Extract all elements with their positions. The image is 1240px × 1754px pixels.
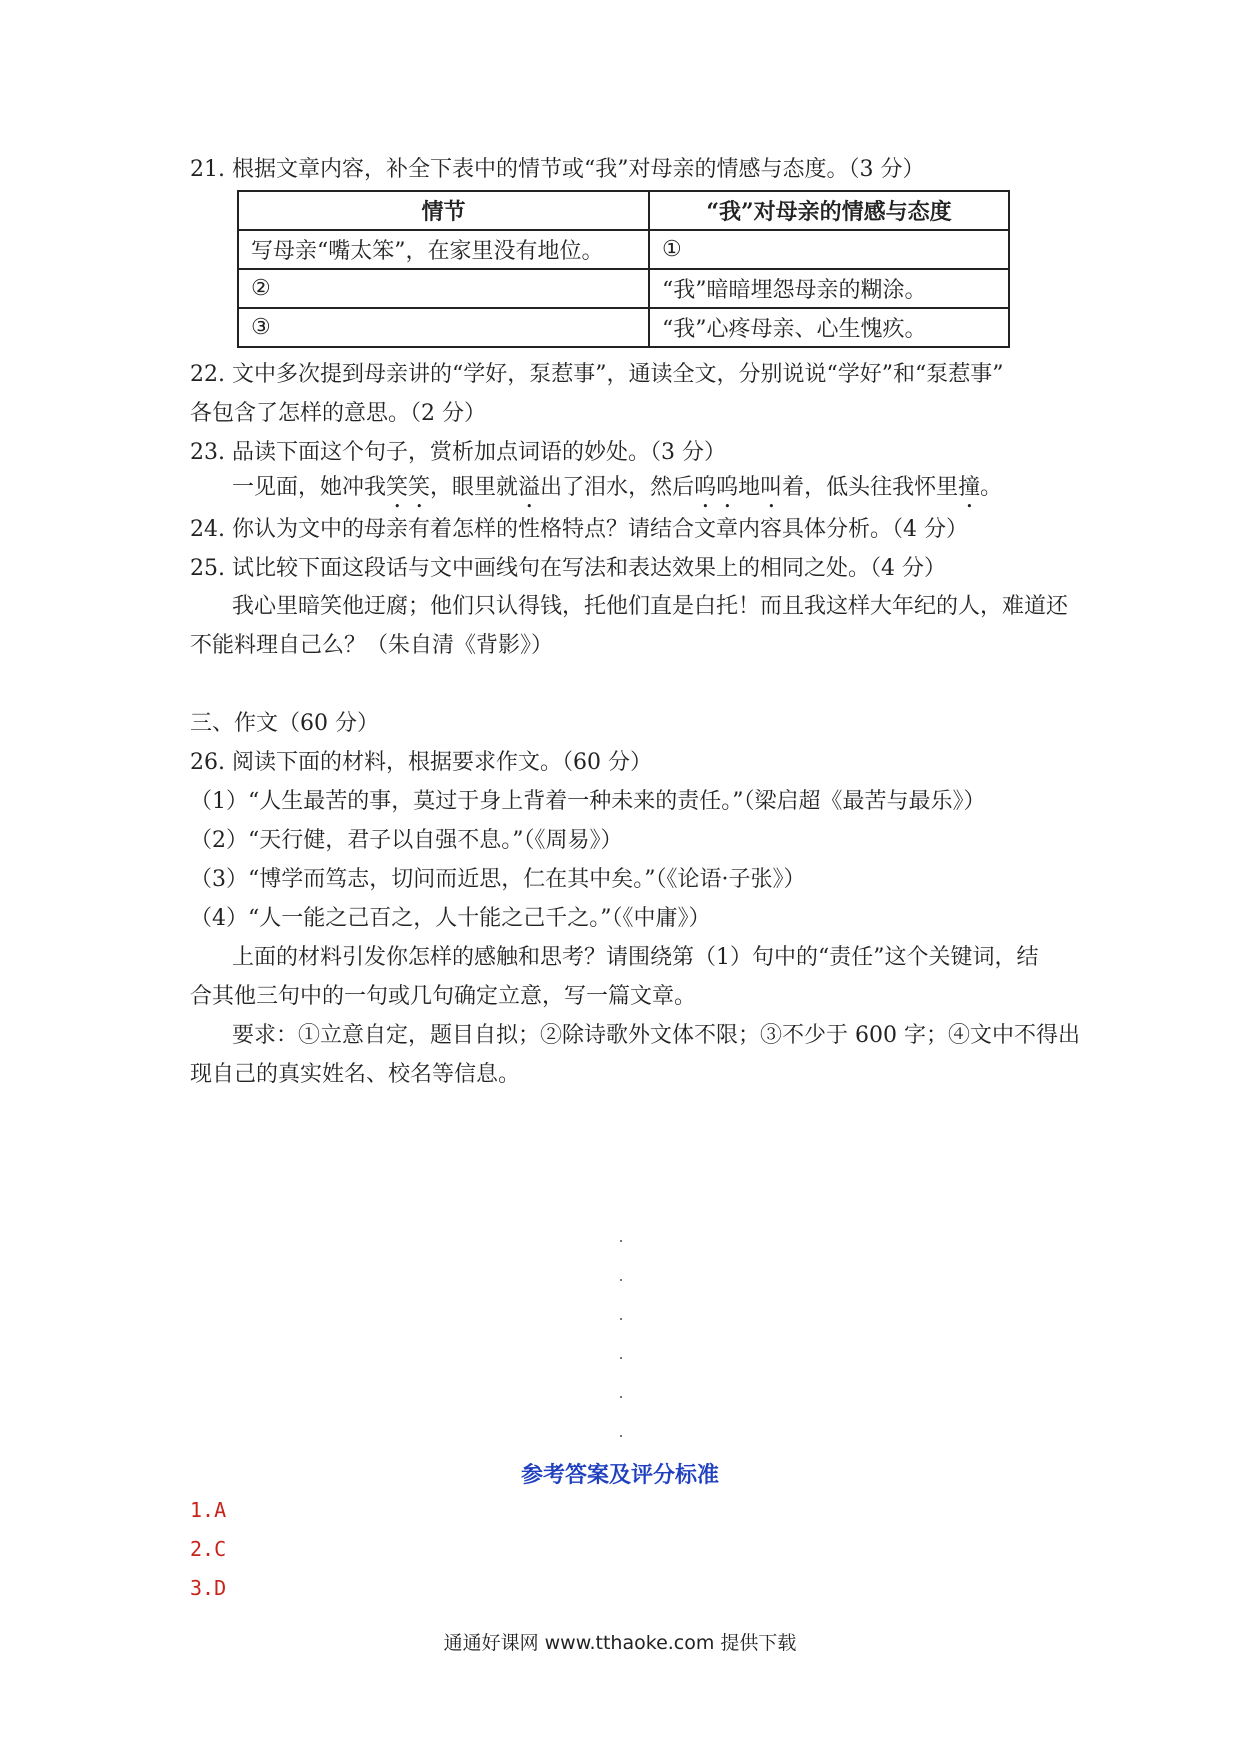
emphasized-word: 撞 <box>958 475 981 500</box>
table-header-emotion: “我”对母亲的情感与态度 <box>649 191 1009 230</box>
table-row <box>238 269 1009 308</box>
page-footer: 通通好课网 www.tthaoke.com 提供下载 <box>443 1632 797 1654</box>
table-cell: ① <box>649 230 1009 269</box>
sentence-text: 一见面，她冲我 <box>232 475 387 500</box>
dot <box>620 1435 622 1437</box>
answer-item: 1.A <box>190 1498 227 1522</box>
essay-requirements-line2: 现自己的真实姓名、校名等信息。 <box>190 1062 521 1087</box>
question-25: 25. 试比较下面这段话与文中画线句在写法和表达效果上的相同之处。（4 分） <box>190 556 946 581</box>
material-2: （2）“天行健，君子以自强不息。”（《周易》） <box>190 828 623 853</box>
emphasized-word: 呜呜 <box>694 475 739 500</box>
section-3-title: 三、作文（60 分） <box>190 711 379 736</box>
emphasized-word: 笑笑 <box>386 475 431 500</box>
table-cell: 写母亲“嘴太笨”，在家里没有地位。 <box>238 230 649 269</box>
dot <box>620 1318 622 1320</box>
dot <box>620 1279 622 1281</box>
decorative-dots <box>620 1240 626 1474</box>
question-26: 26. 阅读下面的材料，根据要求作文。（60 分） <box>190 750 652 775</box>
material-1: （1）“人生最苦的事，莫过于身上背着一种未来的责任。”（梁启超《最苦与最乐》） <box>190 789 986 814</box>
essay-prompt-line1: 上面的材料引发你怎样的感触和思考？请围绕第（1）句中的“责任”这个关键词，结 <box>232 945 1039 970</box>
question-23-sentence <box>232 473 1070 513</box>
table-cell: “我”心疼母亲、心生愧疚。 <box>649 308 1009 347</box>
answer-item: 2.C <box>190 1537 227 1561</box>
question-23: 23. 品读下面这个句子，赏析加点词语的妙处。（3 分） <box>190 440 726 465</box>
question-25-quote-line1: 我心里暗笑他迂腐；他们只认得钱，托他们直是白托！而且我这样大年纪的人，难道还 <box>232 594 1069 619</box>
material-4: （4）“人一能之己百之，人十能之己千之。”（《中庸》） <box>190 906 711 931</box>
sentence-text: 着，低头往我怀里 <box>782 475 959 500</box>
essay-requirements-line1: 要求：①立意自定，题目自拟；②除诗歌外文体不限；③不少于 600 字；④文中不得出 <box>232 1023 1080 1048</box>
plot-emotion-table <box>237 190 1010 348</box>
question-25-quote-line2: 不能料理自己么？（朱自清《背影》） <box>190 633 554 658</box>
answer-key-title: 参考答案及评分标准 <box>520 1462 719 1488</box>
table-row <box>238 230 1009 269</box>
essay-prompt-line2: 合其他三句中的一句或几句确定立意，写一篇文章。 <box>190 984 697 1009</box>
table-cell: ③ <box>238 308 649 347</box>
dot <box>620 1357 622 1359</box>
question-24: 24. 你认为文中的母亲有着怎样的性格特点？请结合文章内容具体分析。（4 分） <box>190 517 968 542</box>
answer-item: 3.D <box>190 1576 227 1600</box>
question-22-line1: 22. 文中多次提到母亲讲的“学好，泵惹事”，通读全文，分别说说“学好”和“泵惹事” <box>190 362 1004 387</box>
sentence-text: 。 <box>980 475 1003 500</box>
table-header-row <box>238 191 1009 230</box>
table-row <box>238 308 1009 347</box>
table-header-plot: 情节 <box>238 191 649 230</box>
table-cell: “我”暗暗埋怨母亲的糊涂。 <box>649 269 1009 308</box>
emphasized-word: 溢 <box>518 475 541 500</box>
dot <box>620 1240 622 1242</box>
question-22-line2: 各包含了怎样的意思。（2 分） <box>190 401 486 426</box>
sentence-text: 出了泪水，然后 <box>540 475 695 500</box>
sentence-text: ，眼里就 <box>430 475 519 500</box>
table-cell: ② <box>238 269 649 308</box>
material-3: （3）“博学而笃志，切问而近思，仁在其中矣。”（《论语·子张》） <box>190 867 806 892</box>
question-21: 21. 根据文章内容，补全下表中的情节或“我”对母亲的情感与态度。（3 分） <box>190 157 925 182</box>
dot <box>620 1396 622 1398</box>
emphasized-word: 叫 <box>760 475 783 500</box>
sentence-text: 地 <box>738 475 761 500</box>
